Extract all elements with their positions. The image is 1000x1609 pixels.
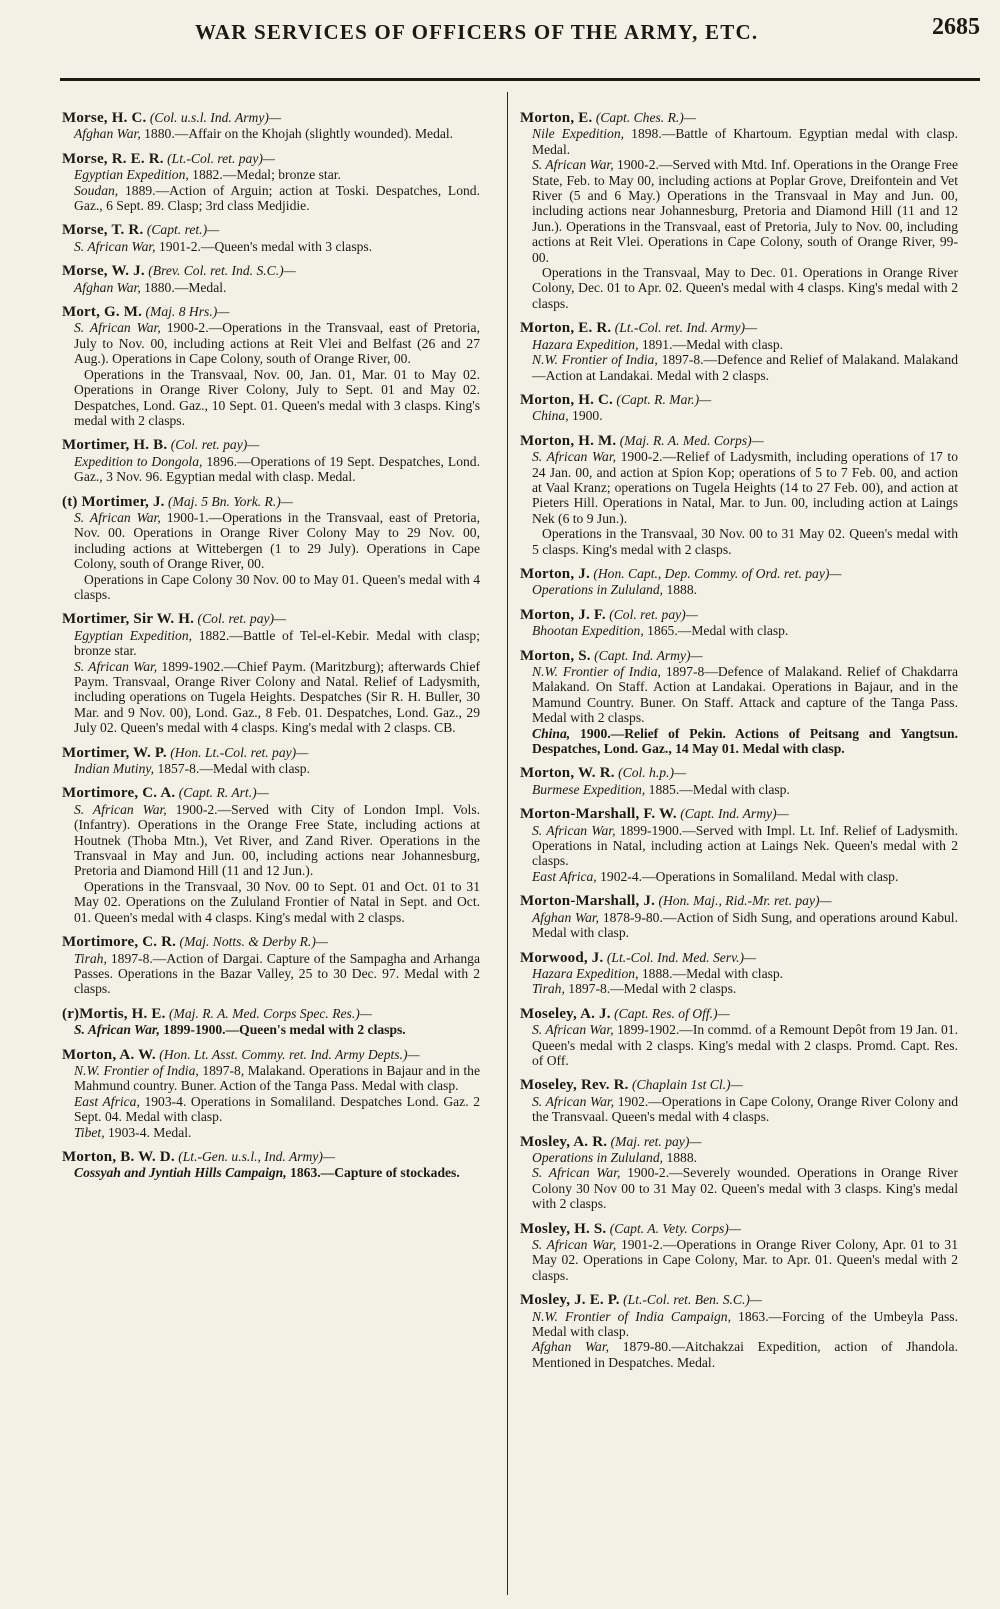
service-details: 1901-2.—Operations in Orange River Colony, Apr. 01 to 31 May 02. Operations in Cape Colony, Mar. to Apr. 01. Queen's medal with 2 clasps. — [532, 1237, 958, 1283]
service-details: 1902-4.—Operations in Somaliland. Medal with clasp. — [596, 868, 899, 884]
service-details: 1878-9-80.—Action of Sidh Sung, and operations around Kabul. Medal with clasp. — [532, 909, 958, 941]
entry-heading — [62, 611, 480, 627]
service-record — [532, 265, 958, 311]
officer-entry — [62, 785, 480, 925]
officer-rank: (Capt. R. Mar.)— — [616, 391, 712, 407]
officer-rank: (Lt.-Gen. u.s.l., Ind. Army)— — [178, 1148, 336, 1164]
officer-rank: (Col. ret. pay)— — [197, 611, 287, 627]
campaign-name: Indian Mutiny, — [74, 761, 155, 777]
campaign-name: Cossyah and Jyntiah Hills Campaign, — [74, 1165, 287, 1181]
service-record — [532, 352, 958, 383]
service-details: 1863.—Forcing of the Umbeyla Pass. Medal with clasp. — [532, 1308, 958, 1340]
campaign-name: Operations in Zululand, — [532, 582, 664, 598]
campaign-name: N.W. Frontier of India, — [532, 664, 661, 679]
officer-name: Morton, S. — [520, 647, 591, 664]
entry-heading — [62, 437, 480, 453]
campaign-name: Egyptian Expedition, — [74, 167, 189, 183]
officer-name: Morton, A. W. — [62, 1046, 156, 1063]
service-details: Operations in Cape Colony 30 Nov. 00 to May 01. Queen's medal with 4 clasps. — [74, 571, 480, 602]
service-details: 1879-80.—Aitchakzai Expedition, action of Jhandola. Mentioned in Despatches. Medal. — [532, 1339, 958, 1370]
campaign-name: S. African War, — [74, 238, 156, 254]
service-record — [74, 280, 480, 295]
campaign-name: Expedition to Dongola, — [74, 453, 203, 469]
right-column — [520, 110, 958, 1379]
officer-entry — [520, 320, 958, 383]
officer-name: Morse, T. R. — [62, 222, 144, 239]
service-record — [74, 1165, 480, 1180]
entry-heading — [520, 893, 958, 909]
service-record — [74, 183, 480, 214]
officer-name: Morse, H. C. — [62, 110, 147, 126]
service-details: 1900-2.—Operations in the Transvaal, east of Pretoria, July to Nov. 00, including actions at Reit Vlei and Belfast (26 and 27 Aug.). Operations in Cape Colony, south of Orange River, 00. — [74, 320, 480, 367]
campaign-name: S. African War, — [74, 509, 161, 525]
officer-name: Morton, B. W. D. — [62, 1148, 175, 1165]
service-details: 1863.—Capture of stockades. — [286, 1165, 460, 1181]
service-record — [532, 1237, 958, 1283]
service-record — [532, 726, 958, 757]
campaign-name: Hazara Expedition, — [532, 965, 639, 981]
campaign-name: Afghan War, — [532, 1339, 610, 1355]
officer-name: Mosley, A. R. — [520, 1133, 608, 1150]
officer-rank: (Lt.-Col. ret. Ind. Army)— — [614, 320, 758, 336]
officer-rank: (Hon. Lt. Asst. Commy. ret. Ind. Army Depts.)— — [159, 1046, 420, 1062]
entry-heading — [520, 1006, 958, 1022]
officer-entry — [62, 745, 480, 777]
page-number: 2685 — [932, 14, 980, 40]
campaign-name: China, — [532, 725, 571, 741]
campaign-name: China, — [532, 408, 569, 424]
service-record — [74, 1125, 480, 1140]
service-details: 1900. — [568, 408, 603, 424]
officer-name: Morton-Marshall, J. — [520, 893, 656, 910]
campaign-name: East Africa, — [74, 1093, 140, 1109]
officer-entry — [62, 110, 480, 142]
officer-name: Morton-Marshall, F. W. — [520, 806, 677, 823]
entry-heading — [520, 566, 958, 582]
campaign-name: S. African War, — [74, 658, 158, 674]
entry-heading — [520, 806, 958, 822]
service-record — [532, 623, 958, 638]
campaign-name: Afghan War, — [74, 279, 141, 295]
service-details: 1900.—Relief of Pekin. Actions of Peitsang and Yangtsun. Despatches, Lond. Gaz., 14 May 01. Medal with clasp. — [532, 725, 958, 757]
service-record — [532, 869, 958, 884]
service-record — [532, 582, 958, 597]
service-record — [74, 320, 480, 366]
service-record — [532, 1022, 958, 1068]
officer-name: Morton, E. — [520, 110, 593, 126]
officer-rank: (Col. h.p.)— — [618, 765, 687, 781]
entry-heading — [520, 392, 958, 408]
entry-heading — [520, 1292, 958, 1308]
officer-rank: (Col. ret. pay)— — [170, 437, 260, 453]
campaign-name: Tibet, — [74, 1124, 105, 1140]
service-record — [532, 1094, 958, 1125]
service-record — [532, 664, 958, 726]
entry-heading — [62, 151, 480, 167]
entry-heading — [62, 1006, 480, 1022]
service-details: Operations in the Transvaal, Nov. 00, Jan. 01, Mar. 01 to May 02. Operations in Orange River Colony, July to Sept. 01 and May 02. Despatches, Lond. Gaz., 10 Sept. 01. Queen's medal with 3 clasps. King's medal with 2 clasps. — [74, 366, 480, 428]
campaign-name: N.W. Frontier of India Campaign, — [532, 1308, 731, 1324]
officer-entry — [62, 304, 480, 428]
service-details: 1898.—Battle of Khartoum. Egyptian medal with clasp. Medal. — [532, 126, 958, 157]
officer-name: Mortimer, Sir W. H. — [62, 611, 195, 628]
service-record — [532, 408, 958, 423]
officer-rank: (Capt. Res. of Off.)— — [614, 1005, 730, 1021]
service-record — [74, 659, 480, 736]
entry-heading — [62, 263, 480, 279]
campaign-name: Egyptian Expedition, — [74, 627, 193, 643]
service-details: 1903-4. Operations in Somaliland. Despatches Lond. Gaz. 2 Sept. 04. Medal with clasp. — [74, 1093, 480, 1125]
service-details: 1882.—Battle of Tel-el-Kebir. Medal with clasp; bronze star. — [74, 627, 481, 659]
officer-name: Moseley, Rev. R. — [520, 1077, 629, 1094]
officer-name: Morton, H. C. — [520, 391, 614, 408]
officer-name: Mosley, J. E. P. — [520, 1292, 620, 1309]
service-record — [532, 526, 958, 557]
officer-entry — [520, 1292, 958, 1370]
campaign-name: S. African War, — [532, 1165, 621, 1181]
service-record — [74, 367, 480, 429]
campaign-name: S. African War, — [74, 801, 167, 817]
service-details: Operations in the Transvaal, 30 Nov. 00 to 31 May 02. Queen's medal with 5 clasps. King's medal with 2 clasps. — [532, 526, 958, 557]
entry-prefix: (t) — [62, 493, 82, 510]
service-record — [74, 167, 480, 182]
officer-entry — [520, 893, 958, 940]
service-record — [532, 981, 958, 996]
service-details: 1901-2.—Queen's medal with 3 clasps. — [155, 238, 373, 254]
officer-entry — [62, 263, 480, 295]
entry-heading — [520, 648, 958, 664]
campaign-name: S. African War, — [532, 157, 614, 173]
entry-heading — [520, 950, 958, 966]
service-details: 1888. — [663, 582, 698, 598]
campaign-name: S. African War, — [74, 320, 161, 336]
officer-name: Mortimer, H. B. — [62, 437, 168, 454]
service-details: 1897-8.—Defence and Relief of Malakand. Malakand—Action at Landakai. Medal with 2 clasps. — [532, 352, 958, 383]
service-record — [74, 454, 480, 485]
entry-heading — [62, 934, 480, 950]
officer-name: Mortimer, J. — [81, 493, 165, 510]
campaign-name: Soudan, — [74, 182, 119, 198]
service-record — [532, 782, 958, 797]
officer-entry — [62, 151, 480, 214]
service-details: 1902.—Operations in Cape Colony, Orange River Colony and the Transvaal. Queen's medal with 4 clasps. — [532, 1093, 958, 1125]
service-record — [74, 1063, 480, 1094]
entry-heading — [62, 785, 480, 801]
service-details: 1897-8.—Action of Dargai. Capture of the Sampagha and Arhanga Passes. Operations in the Bazar Valley, 25 to 30 Dec. 97. Medal with 2 clasps. — [74, 950, 480, 997]
officer-rank: (Capt. A. Vety. Corps)— — [609, 1220, 741, 1236]
entry-heading — [520, 1134, 958, 1150]
service-details: 1900-1.—Operations in the Transvaal, east of Pretoria, Nov. 00. Operations in Orange River Colony May to 29 Nov. 00, including actions at Wittebergen (1 to 29 July). Operations in Cape Colony, south of Orange River, 00. — [74, 509, 480, 572]
officer-rank: (Maj. 8 Hrs.)— — [145, 304, 230, 320]
officer-name: Morse, R. E. R. — [62, 150, 164, 167]
service-record — [74, 628, 480, 659]
officer-name: Morse, W. J. — [62, 263, 145, 280]
service-details: 1865.—Medal with clasp. — [643, 623, 789, 639]
officer-entry — [62, 1047, 480, 1140]
campaign-name: Burmese Expedition, — [532, 781, 646, 797]
entry-heading — [520, 433, 958, 449]
entry-heading — [520, 1077, 958, 1093]
entry-heading — [520, 110, 958, 126]
officer-name: Morton, E. R. — [520, 320, 612, 337]
entry-heading — [520, 765, 958, 781]
officer-name: Morton, J. — [520, 565, 590, 582]
officer-rank: (Lt.-Col. Ind. Med. Serv.)— — [606, 949, 757, 965]
service-record — [74, 802, 480, 879]
service-details: 1897-8—Defence of Malakand. Relief of Chakdarra Malakand. On Staff. Action at Landakai. Operations in Bajaur, and in the Mamund Country. Buner. On Staff. Attack and capture of the Tanga Pass. Medal with 2 clasps. — [532, 664, 958, 726]
service-details: 1880.—Medal. — [140, 279, 227, 295]
campaign-name: S. African War, — [74, 1022, 160, 1038]
column-divider — [507, 92, 508, 1595]
officer-rank: (Chaplain 1st Cl.)— — [632, 1077, 743, 1093]
officer-rank: (Capt. Ches. R.)— — [595, 110, 696, 125]
campaign-name: Bhootan Expedition, — [532, 623, 644, 639]
service-details: 1888. — [663, 1149, 698, 1165]
officer-rank: (Brev. Col. ret. Ind. S.C.)— — [148, 263, 296, 279]
entry-heading — [520, 320, 958, 336]
officer-rank: (Lt.-Col. ret. Ben. S.C.)— — [623, 1292, 762, 1308]
service-details: 1900-2.—Served with City of London Impl. Vols. (Infantry). Operations in the Orange Free State, including actions at Houtnek (Thoba Mtn.), Vet River, and Zand River. Operations in the Transvaal in May and Jun. 00, including actions near Johannesburg, Pretoria and Diamond Hill (11 and 12 Jun.). — [74, 801, 481, 879]
campaign-name: S. African War, — [532, 1237, 617, 1252]
service-details: Operations in the Transvaal, 30 Nov. 00 to Sept. 01 and Oct. 01 to 31 May 02. Operations on the Zululand Frontier of Natal in Sept. and Oct. 01. Queen's medal with 4 clasps. King's medal with 2 clasps. — [74, 878, 480, 925]
entry-heading — [62, 110, 480, 126]
service-details: 1896.—Operations of 19 Sept. Despatches, Lond. Gaz., 3 Nov. 96. Egyptian medal with clasp. Medal. — [74, 453, 480, 485]
service-record — [74, 761, 480, 776]
entry-heading — [62, 304, 480, 320]
service-record — [74, 951, 480, 997]
header-rule — [60, 78, 980, 81]
service-details: 1899-1902.—In commd. of a Remount Depôt from 19 Jan. 01. Queen's medal with 2 clasps. King's medal with 2 clasps. Promd. Capt. Res. of Off. — [532, 1022, 958, 1068]
service-record — [74, 1022, 480, 1037]
service-details: 1882.—Medal; bronze star. — [188, 167, 341, 183]
officer-name: Mortimore, C. R. — [62, 934, 177, 951]
officer-entry — [62, 1149, 480, 1181]
service-record — [74, 1094, 480, 1125]
officer-name: Morton, W. R. — [520, 765, 615, 782]
campaign-name: S. African War, — [532, 1093, 615, 1109]
officer-name: Morwood, J. — [520, 949, 604, 966]
service-details: 1899-1900.—Queen's medal with 2 clasps. — [159, 1022, 406, 1038]
campaign-name: Tirah, — [74, 950, 107, 966]
service-record — [74, 572, 480, 603]
entry-heading — [62, 222, 480, 238]
officer-rank: (Maj. R. A. Med. Corps)— — [619, 432, 764, 448]
officer-name: Mosley, H. S. — [520, 1220, 607, 1237]
service-record — [532, 823, 958, 869]
officer-rank: (Maj. 5 Bn. York. R.)— — [168, 493, 293, 509]
entry-prefix: (r) — [62, 1005, 80, 1022]
officer-entry — [520, 648, 958, 757]
officer-rank: (Maj. R. A. Med. Corps Spec. Res.)— — [169, 1005, 372, 1021]
officer-rank: (Col. u.s.l. Ind. Army)— — [149, 110, 282, 125]
left-column — [62, 110, 480, 1190]
service-record — [532, 1339, 958, 1370]
officer-entry — [520, 765, 958, 797]
campaign-name: East Africa, — [532, 868, 597, 884]
entry-heading — [520, 1221, 958, 1237]
service-details: 1897-8.—Medal with 2 clasps. — [564, 981, 737, 997]
service-record — [532, 337, 958, 352]
officer-entry — [62, 934, 480, 997]
officer-rank: (Hon. Capt., Dep. Commy. of Ord. ret. pay)— — [593, 565, 842, 581]
officer-entry — [520, 806, 958, 884]
service-details: 1897-8, Malakand. Operations in Bajaur and in the Mahmund country. Buner. Action of the Tanga Pass. Medal with clasp. — [74, 1062, 480, 1094]
service-details: 1900-2.—Severely wounded. Operations in Orange River Colony 30 Nov 00 to 31 May 02. Queen's medal with 3 clasps. King's medal with 2 clasps. — [532, 1165, 958, 1212]
campaign-name: S. African War, — [532, 822, 616, 838]
service-details: 1857-8.—Medal with clasp. — [154, 761, 310, 777]
officer-entry — [520, 1077, 958, 1124]
officer-entry — [520, 433, 958, 557]
service-record — [74, 510, 480, 572]
service-record — [532, 910, 958, 941]
officer-rank: (Maj. Notts. & Derby R.)— — [179, 934, 328, 950]
officer-name: Mortimore, C. A. — [62, 785, 176, 802]
campaign-name: S. African War, — [532, 1022, 614, 1038]
entry-heading — [62, 1149, 480, 1165]
officer-rank: (Hon. Maj., Rid.-Mr. ret. pay)— — [658, 893, 832, 909]
service-details: 1900-2.—Relief of Ladysmith, including operations of 17 to 24 Jan. 00, and action at Spion Kop; operations of 5 to 7 Feb. 00, and action at Vaal Kranz; operations on Tugela Heights (14 to 27 Feb. 00), and action at Pieters Hill. Operations in Natal, Mar. to Jun. 00, including action at Laings Nek (6 to 9 Jun.). — [532, 449, 958, 526]
service-details: 1900-2.—Served with Mtd. Inf. Operations in the Orange Free State, Feb. to May 00, including actions at Poplar Grove, Dreifontein and Vet River (5 and 6 May.) Operations in the Transvaal in May and Jun. 00, including actions near Johannesburg, Pretoria and Diamond Hill (11 and 12 Jun.). Operations in the Transvaal, east of Pretoria, July to Nov. 00, including actions at Reit Vlei. Operations in Cape Colony, south of Orange River, 99-00. — [532, 157, 958, 265]
campaign-name: S. African War, — [532, 449, 617, 465]
running-title: WAR SERVICES OF OFFICERS OF THE ARMY, ETC. — [195, 20, 759, 44]
officer-entry — [520, 950, 958, 997]
officer-name: Moseley, A. J. — [520, 1005, 611, 1022]
service-details: 1888.—Medal with clasp. — [638, 965, 784, 981]
service-record — [532, 126, 958, 157]
service-record — [532, 1150, 958, 1165]
officer-entry — [520, 392, 958, 424]
service-record — [74, 126, 480, 141]
officer-entry — [520, 566, 958, 598]
service-record — [532, 966, 958, 981]
officer-rank: (Col. ret. pay)— — [609, 606, 698, 622]
officer-name: Mortis, H. E. — [79, 1005, 166, 1022]
campaign-name: Operations in Zululand, — [532, 1149, 664, 1165]
officer-name: Morton, J. F. — [520, 606, 606, 623]
campaign-name: N.W. Frontier of India, — [532, 352, 658, 368]
service-details: Operations in the Transvaal, May to Dec. 01. Operations in Orange River Colony, Dec. 01 to Apr. 02. Queen's medal with 4 clasps. King's medal with 2 clasps. — [532, 265, 958, 311]
entry-heading — [62, 494, 480, 510]
service-record — [532, 157, 958, 265]
service-record — [74, 239, 480, 254]
officer-entry — [62, 1006, 480, 1038]
page-header — [60, 14, 980, 54]
officer-name: Morton, H. M. — [520, 432, 617, 449]
officer-entry — [520, 607, 958, 639]
service-details: 1891.—Medal with clasp. — [638, 336, 784, 352]
service-details: 1880.—Affair on the Khojah (slightly wounded). Medal. — [140, 126, 454, 142]
officer-rank: (Hon. Lt.-Col. ret. pay)— — [170, 744, 309, 760]
officer-rank: (Lt.-Col. ret. pay)— — [167, 150, 276, 166]
service-record — [74, 879, 480, 925]
officer-rank: (Capt. R. Art.)— — [178, 785, 269, 801]
officer-name: Mort, G. M. — [62, 304, 143, 321]
officer-entry — [520, 110, 958, 311]
officer-rank: (Capt. Ind. Army)— — [594, 647, 703, 663]
officer-rank: (Maj. ret. pay)— — [610, 1133, 702, 1149]
campaign-name: Afghan War, — [532, 909, 600, 925]
service-details: 1903-4. Medal. — [104, 1124, 192, 1140]
officer-name: Mortimer, W. P. — [62, 744, 167, 761]
entry-heading — [62, 745, 480, 761]
campaign-name: N.W. Frontier of India, — [74, 1062, 199, 1078]
service-record — [532, 1165, 958, 1211]
service-details: 1899-1900.—Served with Impl. Lt. Inf. Relief of Ladysmith. Operations in Natal, including action at Laings Nek. Queen's medal with 2 clasps. — [532, 822, 958, 869]
campaign-name: Hazara Expedition, — [532, 336, 639, 352]
officer-entry — [520, 1221, 958, 1284]
officer-entry — [520, 1006, 958, 1069]
entry-heading — [520, 607, 958, 623]
officer-entry — [62, 494, 480, 603]
officer-entry — [62, 222, 480, 254]
officer-rank: (Capt. Ind. Army)— — [680, 806, 789, 822]
officer-entry — [62, 611, 480, 735]
service-details: 1899-1902.—Chief Paym. (Maritzburg); afterwards Chief Paym. Transvaal, Orange River Colony and Natal. Relief of Ladysmith, including operations on Tugela Heights. Despatches (Sir R. H. Buller, 30 Mar. and 9 Nov. 00), Lond. Gaz., 8 Feb. 01. Despatches, Lond. Gaz., 29 July 02. Queen's medal with 4 clasps. King's medal with 2 clasps. CB. — [74, 658, 481, 736]
entry-heading — [62, 1047, 480, 1063]
campaign-name: Tirah, — [532, 981, 565, 997]
service-record — [532, 449, 958, 526]
officer-rank: (Capt. ret.)— — [146, 222, 220, 238]
service-details: 1885.—Medal with clasp. — [645, 781, 790, 797]
service-record — [532, 1309, 958, 1340]
service-details: 1889.—Action of Arguin; action at Toski. Despatches, Lond. Gaz., 6 Sept. 89. Clasp; 3rd class Medjidie. — [74, 182, 480, 214]
officer-entry — [62, 437, 480, 484]
campaign-name: Nile Expedition, — [532, 126, 625, 142]
officer-entry — [520, 1134, 958, 1212]
campaign-name: Afghan War, — [74, 126, 141, 142]
